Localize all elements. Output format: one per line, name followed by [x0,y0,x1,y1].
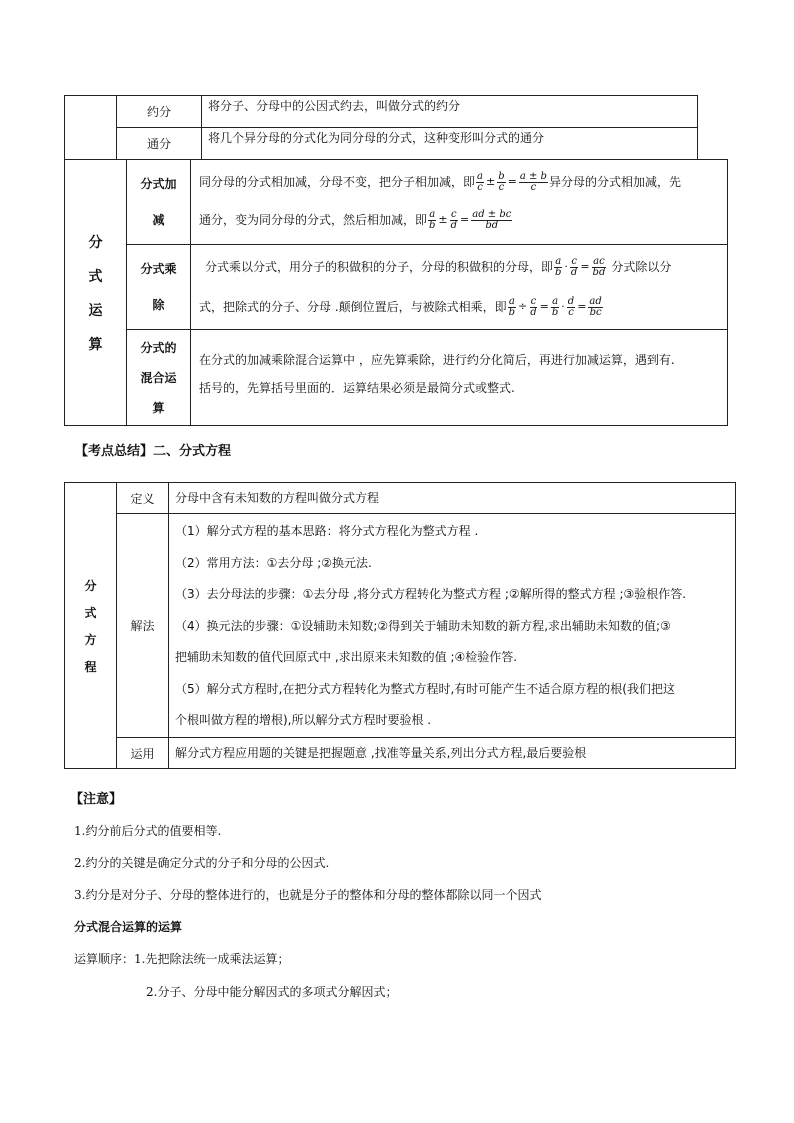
fraction-a-pm-b-over-c [519,172,548,193]
group-char: 式 [84,605,97,620]
fraction-ad-pm-bc-over-bd [471,210,512,231]
denominator: d [570,266,578,278]
numerator: c [451,208,457,220]
group-char: 方 [84,632,97,647]
content-add-sub [191,160,728,245]
method-line: （1）解分式方程的基本思路：将分式方程化为整式方程 . [175,524,479,539]
fraction-ad-over-bc [588,297,602,318]
add-text-3: 通分，变为同分母的分式，然后相加减，即 [199,213,428,227]
section-title-fraction-equation: 【考点总结】二、分式方程 [75,444,232,459]
denominator: c [498,181,505,193]
denominator: b [429,219,436,231]
group-char: 算 [88,336,103,353]
label-line: 算 [152,400,165,415]
order-line-1: 运算顺序：1.先把除法统一成乘法运算； [74,952,290,966]
numerator: ad [589,295,602,307]
label-line: 减 [152,213,165,227]
numerator: ac [593,255,605,267]
method-line: （3）去分母法的步骤：①去分母 ,将分式方程转化为整式方程 ;②解所得的整式方程 ;③验根作答. [175,587,687,602]
fraction-c-over-d [570,257,578,278]
plus-minus-sign: ± [485,175,496,188]
text-method [169,514,736,738]
group-label-equations [65,483,117,769]
row-text-tongfen: 将几个异分母的分式化为同分母的分式，这种变形叫分式的通分 [202,128,698,160]
subheading-mixed-ops: 分式混合运算的运算 [74,920,183,934]
method-line: （4）换元法的步骤：①设辅助未知数;②得到关于辅助未知数的新方程,求出辅助未知数的值;③ [175,618,671,633]
label-line: 分式的 [140,340,177,355]
fraction-b-over-c [497,172,505,193]
denominator: c [568,306,574,318]
fraction-d-over-c [567,297,575,318]
label-line: 分式乘 [140,262,177,276]
numerator: a [429,208,436,220]
denominator: bc [589,306,602,318]
denominator: b [555,266,562,278]
equals-sign: = [580,260,590,273]
text-definition: 分母中含有未知数的方程叫做分式方程 [169,483,736,514]
notes-title: 【注意】 [70,792,123,807]
method-line: 个根叫做方程的增根),所以解分式方程时要验根 . [175,713,432,728]
group-char: 程 [84,659,97,674]
numerator: c [530,295,537,307]
equals-sign: = [539,300,549,313]
denominator: d [450,219,458,231]
group-char: 运 [88,302,103,319]
numerator: b [498,170,505,182]
content-mixed [191,330,728,426]
numerator: a ± b [519,170,547,182]
note-item: 2.约分的关键是确定分式的分子和分母的公因式. [74,856,330,870]
fraction-a-over-b [508,297,516,318]
denominator: bd [485,219,499,231]
denominator: b [508,306,516,318]
mixed-line-1: 在分式的加减乘除混合运算中 ，应先算乘除，进行约分化简后，再进行加减运算，遇到有. [199,353,675,367]
add-text-1: 同分母的分式相加减，分母不变，把分子相加减，即 [199,175,476,189]
numerator: a [552,295,559,307]
fraction-c-over-d [450,210,458,231]
numerator: d [567,295,575,307]
times-sign: · [564,260,568,273]
add-text-2: 异分母的分式相加减，先 [548,175,681,189]
method-line: （2）常用方法：①去分母 ;②换元法. [175,555,372,570]
fraction-a-over-c [476,172,484,193]
row-label-tongfen: 通分 [117,128,202,160]
numerator: a [508,295,515,307]
divide-sign: ÷ [518,300,528,313]
label-add-sub [127,160,191,245]
order-line-2: 2.分子、分母中能分解因式的多项式分解因式； [146,985,398,999]
note-item: 1.约分前后分式的值要相等. [74,824,222,838]
row-text-yuefen: 将分子、分母中的公因式约去，叫做分式的约分 [202,96,698,128]
method-line: 把辅助未知数的值代回原式中 ,求出原来未知数的值 ;④检验作答. [175,650,518,665]
table-reduce-common [64,95,698,160]
equals-sign: = [507,175,517,188]
label-application: 运用 [117,738,169,769]
label-mixed [127,330,191,426]
fraction-a-over-b [554,257,562,278]
times-sign: · [561,300,565,313]
table1-blank-cell [65,96,117,160]
label-definition: 定义 [117,483,169,514]
denominator: bd [592,266,606,278]
denominator: c [530,181,537,193]
method-line: （5）解分式方程时,在把分式方程转化为整式方程时,有时可能产生不适合原方程的根(我们把这 [175,681,675,696]
group-char: 式 [88,268,103,285]
mixed-line-2: 括号的，先算括号里面的．运算结果必须是最简分式或整式. [199,381,515,395]
text-application: 解分式方程应用题的关键是把握题意 ,找准等量关系,列出分式方程,最后要验根 [169,738,736,769]
group-label-operations [65,160,127,426]
muldiv-text-1: 分式乘以分式，用分子的积做积的分子，分母的积做积的分母，即 [205,260,554,274]
denominator: d [530,306,537,318]
denominator: c [477,181,483,193]
fraction-a-over-b [551,297,559,318]
equals-sign: = [460,213,470,226]
equals-sign: = [577,300,587,313]
plus-minus-sign: ± [438,213,448,226]
numerator: c [571,255,577,267]
content-mul-div [191,245,728,330]
numerator: a [477,170,483,182]
table-fraction-operations [64,159,728,426]
numerator: a [555,255,562,267]
label-line: 除 [152,298,165,312]
row-label-yuefen: 约分 [117,96,202,128]
label-method: 解法 [117,514,169,738]
fraction-ac-over-bd [592,257,607,278]
muldiv-text-3: 式，把除式的分子、分母 .颠倒位置后，与被除式相乘，即 [199,300,507,314]
label-mul-div [127,245,191,330]
table-fraction-equations [64,482,736,769]
numerator: ad ± bc [472,208,512,220]
group-char: 分 [88,234,103,251]
label-line: 混合运 [140,370,177,385]
fraction-a-over-b [428,210,436,231]
denominator: b [551,306,559,318]
group-char: 分 [84,578,97,593]
fraction-c-over-d [529,297,537,318]
muldiv-text-2: 分式除以分 [611,260,672,274]
label-line: 分式加 [140,177,177,191]
note-item: 3.约分是对分子、分母的整体进行的，也就是分子的整体和分母的整体都除以同一个因式 [74,888,542,902]
